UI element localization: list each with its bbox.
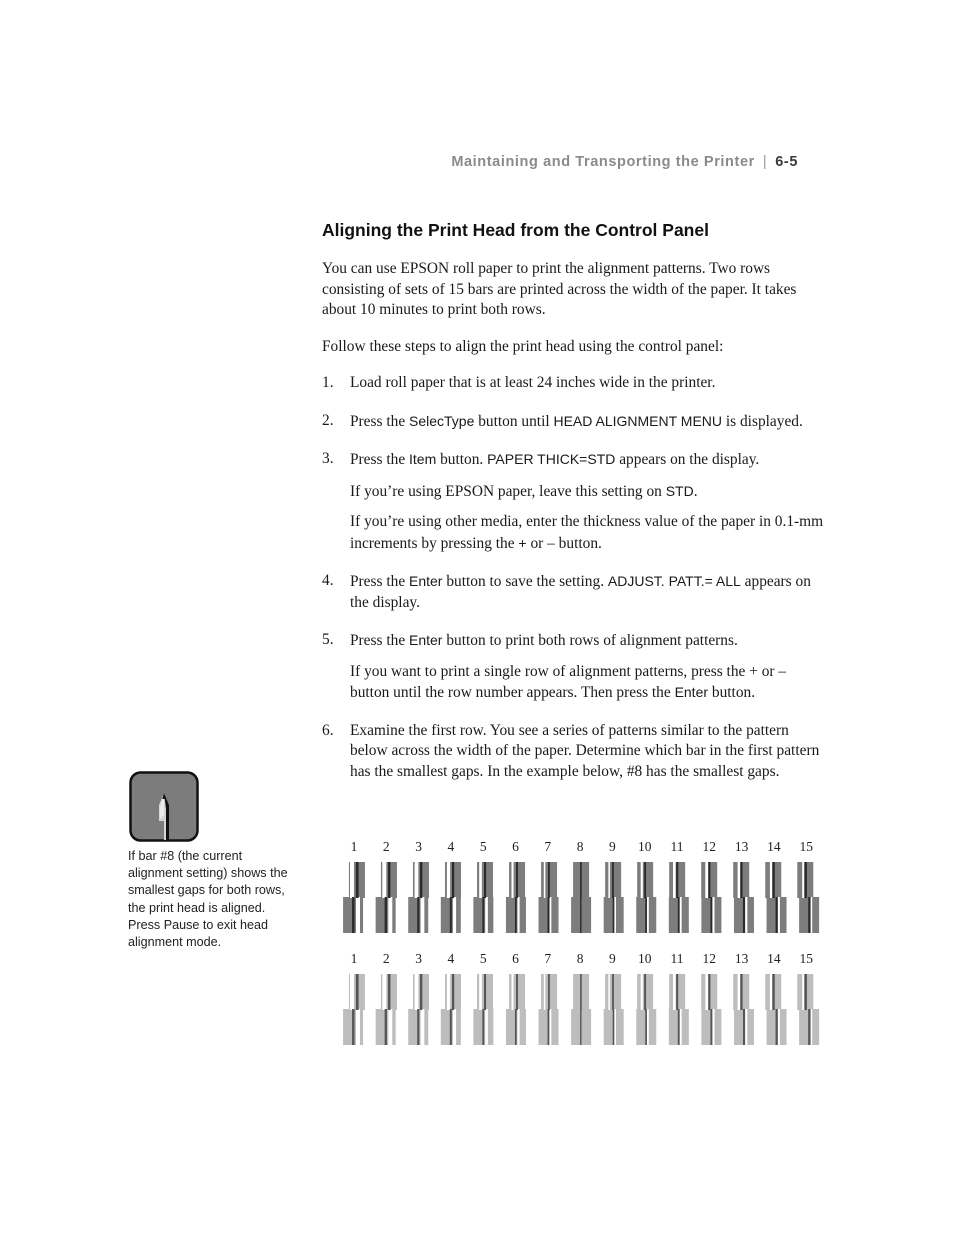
step-text	[350, 449, 827, 471]
alignment-bar	[797, 839, 819, 933]
enter-button-name: Enter	[409, 632, 443, 648]
bar-label: 12	[702, 951, 717, 966]
selectype-button-name: SelecType	[409, 412, 475, 429]
bar-line	[420, 862, 422, 898]
text-run: button.	[436, 451, 488, 468]
bar-line	[580, 1009, 581, 1045]
text-run: If bar #8 (the current alignment setting) shows the smallest gaps for both rows, the print head is aligned. Press	[128, 849, 288, 932]
bar-line	[710, 1009, 712, 1045]
alignment-bar	[473, 951, 493, 1045]
bar-gap	[641, 974, 643, 1010]
intro-paragraph: You can use EPSON roll paper to print the alignment patterns. Two rows consisting of sets of 15 bars are printed across the width of the paper. It takes about 10 minutes to print both rows.	[322, 260, 797, 318]
bar-line	[644, 974, 646, 1010]
bar-line	[484, 862, 486, 898]
header-separator: |	[762, 154, 768, 170]
bar-label: 10	[637, 839, 652, 854]
bar-line	[708, 974, 710, 1010]
bar-label: 6	[512, 951, 519, 966]
bar-line	[740, 974, 742, 1010]
alignment-bar	[765, 951, 786, 1045]
bar-line	[645, 897, 647, 933]
bar-line	[484, 974, 486, 1010]
bar-line	[708, 862, 710, 898]
bar-gap	[544, 862, 546, 898]
text-run: or	[526, 534, 548, 552]
bar-line	[612, 862, 614, 898]
alignment-bar	[733, 951, 754, 1045]
bar-gap	[415, 862, 419, 898]
bar-line	[710, 897, 712, 933]
bar-gap	[453, 897, 456, 933]
bar-gap	[382, 974, 386, 1010]
alignment-bar	[539, 839, 559, 933]
bar-gap	[518, 897, 520, 933]
row-2	[343, 951, 819, 1045]
step-number: 1.	[322, 374, 334, 391]
bar-gap	[388, 1009, 392, 1045]
bar-line	[804, 974, 807, 1010]
bar-label: 11	[670, 839, 684, 854]
alignment-bar	[669, 951, 689, 1045]
section-title: Aligning the Print Head from the Control Panel	[322, 220, 709, 240]
bar-gap	[388, 897, 392, 933]
bar-label: 14	[767, 951, 781, 966]
step-5	[322, 630, 827, 704]
step-number: 6.	[322, 721, 334, 739]
step-text: Examine the first row. You see a series of patterns similar to the pattern below across the width of the paper. Determine which bar in the first pattern has the smallest gaps. In the example below, #8 has the smallest gaps.	[350, 721, 820, 780]
display-message: PAPER THICK=STD	[487, 451, 616, 467]
step-text: Load roll paper that is at least 24 inches wide in the printer.	[350, 374, 716, 391]
bar-label: 10	[637, 951, 652, 966]
alignment-bar	[669, 839, 689, 933]
alignment-bar	[506, 951, 526, 1045]
bar-gap	[453, 1009, 456, 1045]
bar-line	[417, 1009, 419, 1045]
bar-line	[385, 897, 387, 933]
page-number: 6-5	[775, 154, 798, 170]
step-number: 4.	[322, 572, 334, 589]
alignment-bar	[701, 951, 721, 1045]
alignment-bar	[408, 951, 429, 1045]
bar-line	[676, 974, 678, 1010]
display-message: HEAD ALIGNMENT MENU	[553, 412, 723, 429]
step-text	[350, 630, 827, 652]
bar-line	[772, 974, 775, 1010]
text-run: is displayed.	[722, 412, 803, 430]
running-header	[380, 154, 798, 170]
bar-gap	[350, 974, 354, 1010]
bar-line	[580, 974, 582, 1010]
bar-line	[580, 897, 581, 933]
bar-gap	[485, 897, 488, 933]
bar-line	[548, 897, 550, 933]
steps-lead-in: Follow these steps to align the print head using the control panel:	[322, 337, 724, 355]
bar-label: 6	[512, 839, 519, 854]
bar-gap	[512, 862, 514, 898]
text-run: Press the	[350, 412, 409, 430]
bar-gap	[421, 1009, 425, 1045]
bar-gap	[447, 974, 450, 1010]
item-button-name: Item	[409, 451, 437, 467]
enter-button-name: Enter	[409, 573, 443, 589]
bar-label: 9	[609, 951, 616, 966]
alignment-bar	[604, 839, 624, 933]
text-run: appears on the display.	[350, 573, 811, 611]
bar-label: 15	[799, 839, 813, 854]
text-run: button to save the setting.	[442, 573, 608, 590]
plus-button-name: +	[518, 534, 527, 551]
bar-line	[420, 974, 422, 1010]
bar-line	[515, 897, 517, 933]
text-run: appears on the display.	[615, 451, 760, 468]
bar-line	[548, 862, 550, 898]
pencil-note-icon-graphic	[129, 771, 199, 842]
step-3	[322, 449, 827, 554]
alignment-bar	[408, 839, 429, 933]
bar-gap	[608, 974, 610, 1010]
bar-line	[450, 1009, 452, 1045]
bar-label: 13	[734, 839, 749, 854]
bar-line	[645, 1009, 647, 1045]
text-run: button until	[474, 412, 554, 430]
bar-label: 4	[447, 951, 455, 966]
alignment-bar	[636, 839, 656, 933]
margin-note	[128, 848, 290, 951]
bar-gap	[382, 862, 386, 898]
bar-line	[613, 897, 615, 933]
bar-line	[385, 1009, 387, 1045]
bar-gap	[479, 862, 482, 898]
alignment-patterns	[340, 835, 820, 1055]
bar-label: 7	[544, 951, 552, 966]
bar-label: 3	[415, 839, 422, 854]
text-run: If you’re using other media, enter the thickness value of the paper in 0.1-mm increments by pressing the	[350, 513, 824, 552]
alignment-bar	[604, 951, 624, 1045]
text-run: to exit head alignment mode.	[128, 917, 269, 950]
bar-line	[580, 862, 582, 898]
text-run: button to print both rows of alignment patterns.	[442, 632, 738, 649]
bar-line	[516, 974, 518, 1010]
text-run: Press the	[350, 632, 409, 649]
step-text	[350, 411, 827, 433]
alignment-bar	[441, 839, 461, 933]
step-1	[322, 373, 827, 394]
bar-label: 11	[670, 951, 684, 966]
bar-label: 4	[447, 839, 455, 854]
bar-gap	[356, 897, 360, 933]
bar-line	[612, 974, 614, 1010]
bar-line	[644, 862, 646, 898]
alignment-bar	[571, 839, 591, 933]
bar-label: 5	[479, 839, 487, 854]
main-content	[322, 220, 827, 799]
bar-line	[356, 862, 359, 898]
bar-line	[450, 897, 452, 933]
alignment-bar	[473, 839, 493, 933]
bar-gap	[485, 1009, 488, 1045]
pencil-note-icon	[129, 771, 199, 842]
step-number: 3.	[322, 450, 334, 467]
alignment-bar	[733, 839, 754, 933]
bar-gap	[544, 974, 546, 1010]
bar-line	[515, 1009, 517, 1045]
bar-label: 2	[382, 951, 390, 966]
bar-line	[776, 1009, 778, 1045]
bar-gap	[447, 862, 450, 898]
bar-line	[676, 862, 678, 898]
bar-label: 8	[576, 951, 584, 966]
bar-line	[772, 862, 775, 898]
bar-line	[356, 974, 359, 1010]
bar-line	[482, 897, 484, 933]
bar-gap	[608, 862, 610, 898]
text-run: If you want to print a single row of alignment patterns, press the + or – button until the row number appears. Then press the	[350, 662, 787, 701]
bar-label: 1	[350, 951, 358, 966]
row-1	[343, 839, 819, 933]
bar-line	[417, 897, 419, 933]
alignment-bar	[343, 839, 365, 933]
bar-gap	[673, 974, 676, 1010]
bar-label: 15	[799, 951, 813, 966]
bar-gap	[614, 897, 616, 933]
bar-gap	[518, 1009, 520, 1045]
bar-line	[678, 897, 680, 933]
bar-label: 9	[609, 839, 616, 854]
steps-list	[322, 373, 827, 782]
alignment-bar	[797, 951, 819, 1045]
bar-gap	[356, 1009, 360, 1045]
text-run: Press the	[350, 573, 409, 590]
text-run: Press the	[350, 451, 409, 468]
step-subtext	[350, 512, 827, 554]
alignment-bar	[571, 951, 591, 1045]
bar-label: 2	[382, 839, 390, 854]
alignment-bar	[343, 951, 365, 1045]
bar-label: 3	[415, 951, 422, 966]
bar-gap	[415, 974, 419, 1010]
step-number: 5.	[322, 631, 334, 648]
bar-gap	[421, 897, 425, 933]
bar-line	[804, 862, 807, 898]
bar-line	[743, 897, 745, 933]
step-2	[322, 411, 827, 433]
setting-value: STD	[665, 482, 694, 499]
step-4	[322, 571, 827, 613]
bar-line	[388, 862, 391, 898]
bar-label: 8	[576, 839, 584, 854]
bar-line	[678, 1009, 680, 1045]
bar-line	[352, 1009, 354, 1045]
bar-line	[516, 862, 518, 898]
text-run: button.	[554, 534, 602, 552]
pause-button-name: Pause	[163, 917, 200, 932]
bar-line	[548, 974, 550, 1010]
bar-gap	[550, 1009, 552, 1045]
text-run: .	[693, 482, 698, 500]
bar-gap	[705, 974, 708, 1010]
bar-gap	[647, 1009, 649, 1045]
bar-line	[776, 897, 778, 933]
bar-gap	[512, 974, 514, 1010]
step-6	[322, 721, 827, 783]
bar-gap	[550, 897, 552, 933]
alignment-bar	[376, 839, 397, 933]
enter-button-name: Enter	[674, 684, 709, 700]
alignment-bar	[539, 951, 559, 1045]
alignment-bar	[506, 839, 526, 933]
alignment-bar	[765, 839, 786, 933]
minus-button-name: –	[547, 534, 555, 552]
bar-gap	[479, 974, 482, 1010]
bar-gap	[641, 862, 643, 898]
step-subtext	[350, 662, 827, 704]
bar-gap	[673, 862, 676, 898]
bar-line	[388, 974, 391, 1010]
bar-label: 7	[544, 839, 552, 854]
alignment-bar	[636, 951, 656, 1045]
alignment-bar	[441, 951, 461, 1045]
bar-line	[452, 974, 454, 1010]
bar-label: 5	[479, 951, 487, 966]
bar-gap	[614, 1009, 616, 1045]
bar-gap	[647, 897, 649, 933]
bar-line	[482, 1009, 484, 1045]
bar-line	[743, 1009, 745, 1045]
bar-gap	[705, 862, 708, 898]
step-text	[350, 571, 827, 613]
text-run: If you’re using EPSON paper, leave this setting on	[350, 482, 666, 500]
display-message: ADJUST. PATT.= ALL	[607, 573, 741, 589]
alignment-bar	[376, 951, 397, 1045]
alignment-bar	[701, 839, 721, 933]
bar-line	[548, 1009, 550, 1045]
bar-label: 14	[767, 839, 781, 854]
bar-label: 13	[734, 951, 749, 966]
bar-line	[352, 897, 354, 933]
step-number: 2.	[322, 411, 334, 429]
step-subtext	[350, 481, 827, 503]
bar-line	[808, 1009, 810, 1045]
bar-label: 1	[350, 839, 358, 854]
text-run: button.	[708, 684, 756, 701]
bar-line	[613, 1009, 615, 1045]
bar-label: 12	[702, 839, 717, 854]
bar-gap	[350, 862, 354, 898]
bar-line	[808, 897, 810, 933]
bar-line	[452, 862, 454, 898]
bar-line	[740, 862, 742, 898]
chapter-title: Maintaining and Transporting the Printer	[451, 154, 755, 170]
